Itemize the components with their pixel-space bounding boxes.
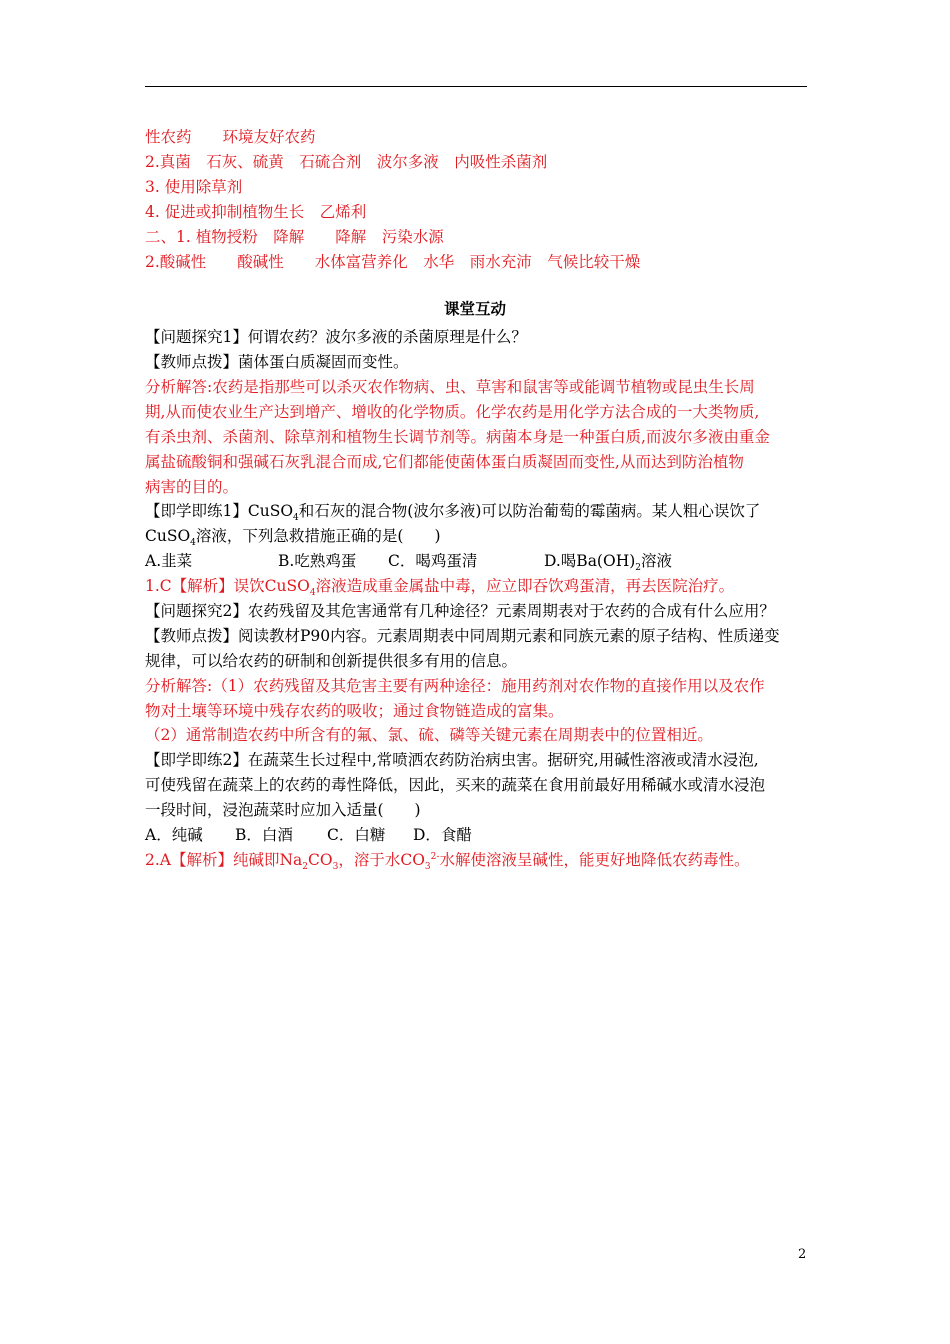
teacher-tip-2: 规律，可以给农药的研制和创新提供很多有用的信息。: [145, 652, 518, 670]
answer-line: 二、1. 植物授粉 降解 降解 污染水源: [145, 228, 444, 246]
analysis-line: 物对土壤等环境中残存农药的吸收；通过食物链造成的富集。: [145, 702, 564, 720]
practice-2-stem: 一段时间，浸泡蔬菜时应加入适量( ): [145, 801, 421, 819]
analysis-line: 期,从而使农业生产达到增产、增收的化学物质。化学农药是用化学方法合成的一大类物质,: [145, 403, 760, 421]
option-d: D.喝$Ba(OH)_2$溶液: [544, 552, 673, 574]
answer-line: 2.真菌 石灰、硫黄 石硫合剂 波尔多液 内吸性杀菌剂: [145, 153, 548, 171]
header-rule: [145, 86, 807, 87]
analysis-line: 属盐硫酸铜和强碱石灰乳混合而成,它们都能使菌体蛋白质凝固而变性,从而达到防治植物: [145, 453, 744, 471]
option-c: C．喝鸡蛋清: [388, 552, 478, 570]
practice-2-options: [145, 824, 472, 846]
answer-line: 性农药 环境友好农药: [145, 128, 316, 146]
analysis-line: 病害的目的。: [145, 478, 239, 496]
teacher-tip-1: 【教师点拨】菌体蛋白质凝固而变性。: [145, 353, 409, 371]
practice-1-stem: 【即学即练1】CuSO$_4$和石灰的混合物(波尔多液)可以防治葡萄的霉菌病。某人粗心误饮了: [145, 502, 761, 524]
answer-line: 4. 促进或抑制植物生长 乙烯利: [145, 203, 367, 221]
question-1: 【问题探究1】何谓农药？波尔多液的杀菌原理是什么？: [145, 328, 527, 346]
analysis-line: 分析解答:（1）农药残留及其危害主要有两种途径：施用药剂对农作物的直接作用以及农作: [145, 677, 765, 695]
practice-2-stem: 可使残留在蔬菜上的农药的毒性降低，因此，买来的蔬菜在食用前最好用稀碱水或清水浸泡: [145, 776, 766, 794]
option-a: A.韭菜: [145, 552, 193, 570]
section-title: 课堂互动: [443, 299, 506, 318]
practice-2-stem: 【即学即练2】在蔬菜生长过程中,常喷洒农药防治病虫害。据研究,用碱性溶液或清水浸泡,: [145, 751, 759, 769]
practice-1-options: [145, 550, 672, 572]
question-2: 【问题探究2】农药残留及其危害通常有几种途径？元素周期表对于农药的合成有什么应用？: [145, 602, 775, 620]
analysis-line: 有杀虫剂、杀菌剂、除草剂和植物生长调节剂等。病菌本身是一种蛋白质,而波尔多液由重金: [145, 428, 770, 446]
option-d: D．食醋: [413, 826, 472, 844]
option-c: C．白糖: [327, 826, 386, 844]
teacher-tip-2: 【教师点拨】阅读教材P90内容。元素周期表中同周期元素和同族元素的原子结构、性质递变: [145, 627, 780, 645]
option-b: B.吃熟鸡蛋: [278, 552, 357, 570]
page-number: 2: [798, 1247, 807, 1262]
analysis-line: 分析解答:农药是指那些可以杀灭农作物病、虫、草害和鼠害等或能调节植物或昆虫生长周: [145, 378, 755, 396]
answer-line: 3. 使用除草剂: [145, 178, 243, 196]
practice-1-stem: CuSO$_4$溶液，下列急救措施正确的是( ): [145, 527, 441, 549]
option-a: A．纯碱: [145, 826, 203, 844]
practice-1-answer: 1.C【解析】误饮CuSO$_4$溶液造成重金属盐中毒，应立即吞饮鸡蛋清，再去医院治疗。: [145, 577, 735, 599]
analysis-line: （2）通常制造农药中所含有的氟、氯、硫、磷等关键元素在周期表中的位置相近。: [145, 726, 713, 744]
option-b: B．白酒: [235, 826, 293, 844]
practice-2-answer: 2.A【解析】纯碱即$Na_2CO_3$，溶于水$CO_3^{2-}$水解使溶液呈碱性，能更好地降低农药毒性。: [145, 851, 750, 873]
answer-line: 2.酸碱性 酸碱性 水体富营养化 水华 雨水充沛 气候比较干燥: [145, 253, 641, 271]
